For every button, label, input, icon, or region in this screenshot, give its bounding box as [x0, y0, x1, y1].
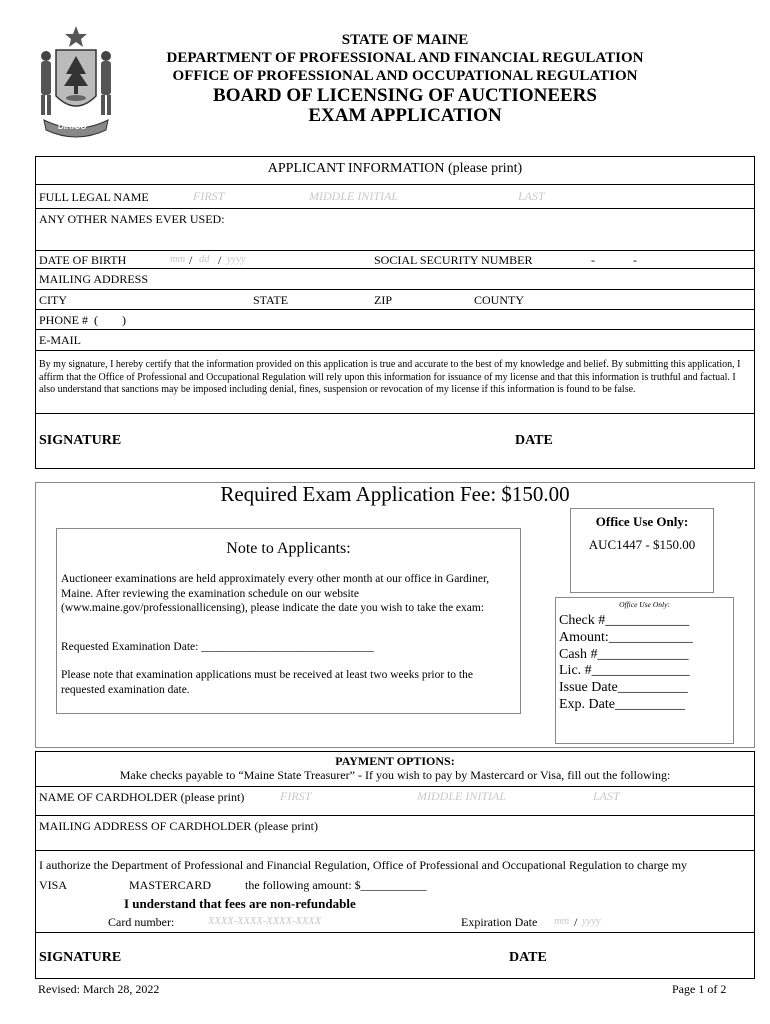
cardholder-date-field[interactable]	[555, 938, 750, 974]
requested-exam-date-field[interactable]	[215, 638, 415, 656]
phone-field[interactable]	[135, 311, 750, 328]
cardholder-name-field[interactable]	[265, 788, 750, 806]
dob-day-placeholder: dd	[199, 254, 210, 265]
zip-label: ZIP	[374, 293, 392, 307]
expiration-date-label: Expiration Date	[461, 915, 538, 929]
office-lic-line: Lic. #______________	[559, 663, 690, 678]
office-use-small-label: Office Use Only:	[619, 600, 670, 609]
office-cash-line: Cash #_____________	[559, 647, 689, 662]
cardholder-address-field[interactable]	[38, 833, 750, 849]
full-legal-name-label: FULL LEGAL NAME	[39, 190, 149, 204]
expiration-date-field[interactable]	[550, 913, 620, 929]
applicant-signature-field[interactable]	[135, 420, 505, 460]
state-label: STATE	[253, 293, 289, 307]
payment-instructions: Make checks payable to “Maine State Treasurer” - If you wish to pay by Mastercard or Visa, fill out the following:	[119, 768, 671, 782]
mailing-address-label: MAILING ADDRESS	[39, 272, 149, 286]
applicant-signature-label: SIGNATURE	[39, 433, 122, 448]
requested-exam-date: Requested Examination Date: ______________________________	[61, 641, 374, 653]
dob-slash-1: /	[189, 253, 193, 267]
cardholder-name-label: NAME OF CARDHOLDER (please print)	[39, 790, 245, 804]
ssn-dash-2: -	[633, 253, 637, 267]
other-names-field[interactable]	[38, 228, 750, 248]
seal-motto: DIRIGO	[58, 122, 87, 131]
dob-slash-2: /	[218, 253, 222, 267]
authorize-text: I authorize the Department of Professional and Financial Regulation, Office of Professional and Occupational Regulation to charge my	[39, 858, 688, 872]
county-field[interactable]	[532, 291, 750, 308]
office-check-line: Check #____________	[559, 613, 690, 628]
dob-year-placeholder: yyyy	[227, 254, 246, 265]
certification-text: By my signature, I hereby certify that the information provided on this application is true and accurate to the best of my knowledge and belief. By submitting this application, I affirm that the Office of Professional and Occupational Regulation will rely upon this information for issuance of my license and that this information is truthful and factual. I also understand that sanctions may be imposed including denial, fines, suspension or revocation of my license if this information is found to be false.	[39, 359, 741, 395]
applicant-date-field[interactable]	[560, 420, 750, 460]
exp-month-placeholder: mm	[554, 916, 570, 927]
card-number-label: Card number:	[108, 915, 175, 929]
cardholder-last-placeholder: LAST	[593, 789, 620, 803]
charge-amount-field[interactable]	[365, 876, 445, 892]
full-legal-name-field[interactable]	[160, 186, 750, 206]
office-exp-date-line: Exp. Date__________	[559, 697, 685, 712]
city-field[interactable]	[70, 291, 245, 308]
date-of-birth-field[interactable]	[165, 252, 260, 268]
header-office: OFFICE OF PROFESSIONAL AND OCCUPATIONAL REGULATION	[172, 68, 638, 84]
ssn-field[interactable]	[550, 252, 750, 268]
middle-initial-placeholder: MIDDLE INITIAL	[309, 189, 398, 203]
phone-label: PHONE # ( )	[39, 313, 126, 327]
note-title: Note to Applicants:	[226, 540, 351, 557]
charge-amount-line: the following amount: $___________	[245, 878, 427, 892]
county-label: COUNTY	[474, 293, 524, 307]
visa-option[interactable]: VISA	[39, 878, 68, 892]
card-number-placeholder: XXXX-XXXX-XXXX-XXXX	[208, 916, 322, 927]
other-names-label: ANY OTHER NAMES EVER USED:	[39, 212, 225, 226]
office-issue-date-line: Issue Date__________	[559, 680, 688, 695]
mailing-address-field[interactable]	[160, 270, 750, 288]
exp-slash: /	[574, 915, 578, 929]
email-label: E-MAIL	[39, 333, 81, 347]
mastercard-option[interactable]: MASTERCARD	[129, 878, 212, 892]
header-state: STATE OF MAINE	[341, 32, 469, 48]
cardholder-middle-placeholder: MIDDLE INITIAL	[417, 789, 506, 803]
note-body: Auctioneer examinations are held approximately every other month at our office in Gardiner, Maine. After reviewing the examination schedule on our website (www.maine.gov/professionallicensing), please indicate the date you wish to take the exam:	[61, 573, 490, 614]
state-seal	[30, 24, 122, 140]
ssn-dash-1: -	[591, 253, 595, 267]
office-amount-line: Amount:____________	[559, 630, 693, 645]
note-footer: Please note that examination applications must be received at least two weeks prior to the requested examination date.	[61, 669, 473, 696]
card-number-field[interactable]	[200, 913, 450, 929]
page-number: Page 1 of 2	[672, 982, 727, 996]
zip-field[interactable]	[396, 291, 468, 308]
office-use-code: AUC1447 - $150.00	[588, 537, 696, 552]
city-label: CITY	[39, 293, 67, 307]
office-use-title: Office Use Only:	[595, 514, 689, 529]
email-field[interactable]	[90, 331, 750, 348]
first-name-placeholder: FIRST	[193, 189, 225, 203]
header-board: BOARD OF LICENSING OF AUCTIONEERS	[213, 85, 597, 106]
cardholder-signature-label: SIGNATURE	[39, 950, 122, 965]
fee-title: Required Exam Application Fee: $150.00	[220, 482, 570, 506]
header-department: DEPARTMENT OF PROFESSIONAL AND FINANCIAL REGULATION	[166, 50, 644, 66]
dob-month-placeholder: mm	[170, 254, 186, 265]
cardholder-date-label: DATE	[509, 950, 547, 965]
exp-year-placeholder: yyyy	[582, 916, 601, 927]
payment-title: PAYMENT OPTIONS:	[335, 754, 455, 768]
revised-date: Revised: March 28, 2022	[38, 982, 160, 996]
nonrefundable-notice: I understand that fees are non-refundable	[124, 896, 356, 911]
applicant-section-title: APPLICANT INFORMATION (please print)	[267, 161, 523, 176]
last-name-placeholder: LAST	[518, 189, 545, 203]
cardholder-first-placeholder: FIRST	[280, 789, 312, 803]
ssn-label: SOCIAL SECURITY NUMBER	[374, 253, 533, 267]
applicant-date-label: DATE	[515, 433, 553, 448]
date-of-birth-label: DATE OF BIRTH	[39, 253, 127, 267]
page-title: EXAM APPLICATION	[308, 105, 502, 126]
state-field[interactable]	[296, 291, 366, 308]
cardholder-address-label: MAILING ADDRESS OF CARDHOLDER (please print)	[39, 819, 318, 833]
cardholder-signature-field[interactable]	[135, 938, 500, 974]
